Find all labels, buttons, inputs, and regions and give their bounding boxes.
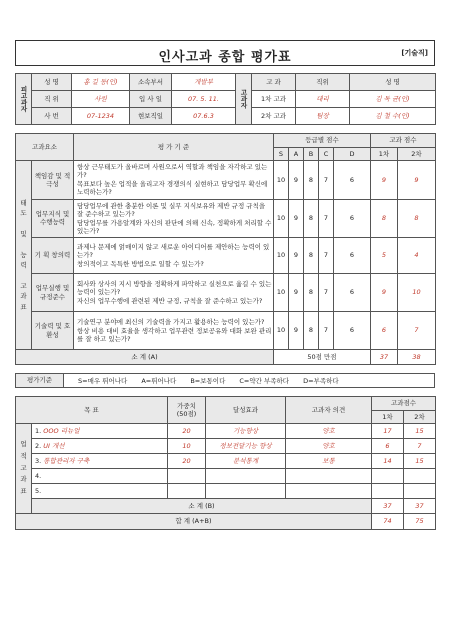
rank-value: 사원 xyxy=(72,91,130,108)
criteria-line: 목표보다 높은 업적을 올리고자 경쟁의식 실현하고 담당업무 확신에 노력하는가? xyxy=(77,180,268,197)
result-header: 고과 점수 xyxy=(371,134,436,148)
subtotal-b-label: 소 계 (B) xyxy=(32,499,372,514)
grade-c: C xyxy=(319,148,334,161)
subtotal-a-max: 50점 만점 xyxy=(274,350,371,365)
group-char: 능 xyxy=(20,250,27,259)
score-b: 8 xyxy=(304,238,319,274)
subtotal-b-second: 37 xyxy=(404,499,436,514)
subtotal-a-second: 38 xyxy=(398,350,436,365)
goal-text: 통합관리자 구축 xyxy=(43,456,90,465)
score-c: 7 xyxy=(319,199,334,238)
evaluator-position-1: 대리 xyxy=(296,91,350,108)
goal-cell xyxy=(32,439,168,454)
criteria-cell xyxy=(74,238,274,274)
score-b: 8 xyxy=(304,161,319,200)
group-char: 및 xyxy=(20,230,27,239)
evaluator-name-2: 김 철 수(인) xyxy=(350,108,436,125)
legend-item: B=보통이다 xyxy=(190,377,226,385)
evaluator-position-2: 팀장 xyxy=(296,108,350,125)
legend-label: 평가기준 xyxy=(16,374,64,387)
effect-cell: 기능향상 xyxy=(206,424,286,439)
group-char: 고 xyxy=(20,463,27,472)
first-score: 9 xyxy=(371,161,398,200)
score-header: 고과점수 xyxy=(372,397,436,411)
grade-a: A xyxy=(289,148,304,161)
score-b: 8 xyxy=(304,199,319,238)
weight-cell: 20 xyxy=(168,424,206,439)
total-second: 75 xyxy=(404,514,436,530)
group-char: 태 xyxy=(20,198,27,207)
opinion-cell xyxy=(286,484,372,499)
current-label: 현보직일 xyxy=(130,108,172,125)
criteria-line: 항상 비용 대비 효율을 생각하고 업무관련 정보공유와 대화 보완 관리를 잘 하고 있는가? xyxy=(77,326,272,344)
perf-second xyxy=(404,469,436,484)
total-first: 74 xyxy=(372,514,404,530)
current-value: 07.6.3 xyxy=(172,108,236,125)
goal-cell xyxy=(32,454,168,469)
weight-header: 가중치 (50점) xyxy=(168,397,206,424)
weight-cell: 20 xyxy=(168,454,206,469)
score-b: 8 xyxy=(304,312,319,350)
group-char: 력 xyxy=(20,261,27,270)
performance-group-label xyxy=(16,424,32,514)
perf-first xyxy=(372,484,404,499)
weight-cell xyxy=(168,469,206,484)
opinion-cell: 양호 xyxy=(286,424,372,439)
score-s: 10 xyxy=(274,161,289,200)
dept-label: 소속부서 xyxy=(130,74,172,91)
criteria-line: 자신의 업무수행에 관련된 제반 규정, 규칙을 잘 준수하고 있는가? xyxy=(77,297,263,306)
first-score: 8 xyxy=(371,199,398,238)
legend-item: S=매우 뛰어나다 xyxy=(78,377,128,385)
perf-round-2-header: 2차 xyxy=(404,411,436,424)
subtotal-a-label: 소 계 (A) xyxy=(16,350,274,365)
grade-d: D xyxy=(334,148,371,161)
opinion-cell: 보통 xyxy=(286,454,372,469)
grade-legend xyxy=(15,373,435,388)
score-c: 7 xyxy=(319,274,334,312)
id-label: 사 번 xyxy=(32,108,72,125)
group-char: 과 xyxy=(20,475,27,484)
criteria-line: 담당업무에 관한 충분한 이론 및 실무 지식보유와 제반 규정 규칙을 잘 준수하고 있는가? xyxy=(77,201,266,218)
criteria-cell xyxy=(74,161,274,200)
opinion-cell xyxy=(286,469,372,484)
second-score: 4 xyxy=(398,238,436,274)
goal-cell xyxy=(32,469,168,484)
element-label: 기 획 창의력 xyxy=(32,238,74,274)
group-char: 과 xyxy=(20,292,27,301)
attitude-group-label xyxy=(16,161,32,350)
weight-cell xyxy=(168,484,206,499)
evaluator-round-2: 2차 고과 xyxy=(252,108,296,125)
criteria-line: 창의적이고 독특한 방법으로 일할 수 있는가? xyxy=(77,260,204,269)
perf-second xyxy=(404,484,436,499)
element-header: 고과요소 xyxy=(16,134,74,161)
group-char: 적 xyxy=(20,451,27,460)
performance-table xyxy=(15,396,436,530)
score-d: 6 xyxy=(334,274,371,312)
perf-round-1-header: 1차 xyxy=(372,411,404,424)
goal-no: 3. xyxy=(35,456,42,465)
element-label: 업무지식 및 수행능력 xyxy=(32,199,74,238)
round-1-header: 1차 xyxy=(371,148,398,161)
join-label: 입 사 일 xyxy=(130,91,172,108)
criteria-cell xyxy=(74,274,274,312)
criteria-line: 과제나 문제에 얽매이지 않고 새로운 아이디어를 제안하는 능력이 있는가? xyxy=(77,242,270,259)
evaluator-round-1: 1차 고과 xyxy=(252,91,296,108)
legend-item: A=뛰어나다 xyxy=(141,377,177,385)
grade-score-header: 등급별 점수 xyxy=(274,134,371,148)
info-table xyxy=(15,73,436,125)
perf-second: 15 xyxy=(404,454,436,469)
name-label: 성 명 xyxy=(32,74,72,91)
second-score: 10 xyxy=(398,274,436,312)
goal-cell xyxy=(32,424,168,439)
score-a: 9 xyxy=(289,238,304,274)
criteria-cell xyxy=(74,199,274,238)
target-side-label: 피고과자 xyxy=(16,74,32,125)
score-a: 9 xyxy=(289,312,304,350)
legend-items xyxy=(64,376,339,385)
criteria-line: 회사와 상사의 지시 방향을 정확하게 파악하고 실천으로 옮길 수 있는 능력이 있는가? xyxy=(77,279,272,296)
opinion-header: 고과자 의견 xyxy=(286,397,372,424)
score-b: 8 xyxy=(304,274,319,312)
score-s: 10 xyxy=(274,199,289,238)
group-char: 도 xyxy=(20,209,27,218)
score-d: 6 xyxy=(334,312,371,350)
dept-value: 개발부 xyxy=(172,74,236,91)
perf-first: 17 xyxy=(372,424,404,439)
criteria-cell xyxy=(74,312,274,350)
grade-s: S xyxy=(274,148,289,161)
evaluation-form xyxy=(15,40,435,530)
second-score: 9 xyxy=(398,161,436,200)
criteria-line: 기술연구 분야에 최신의 기술력을 가지고 활용하는 능력이 있는가? xyxy=(77,317,265,326)
effect-cell xyxy=(206,484,286,499)
round-2-header: 2차 xyxy=(398,148,436,161)
criteria-line: 담당업무를 가용알계와 자신의 판단에 의해 신속, 정확하게 처리할 수 있는가? xyxy=(77,218,272,235)
score-c: 7 xyxy=(319,238,334,274)
score-d: 6 xyxy=(334,161,371,200)
evaluator-side-label: 고과자 xyxy=(236,74,252,125)
first-score: 5 xyxy=(371,238,398,274)
score-s: 10 xyxy=(274,312,289,350)
goal-no: 2. xyxy=(35,441,42,450)
perf-second: 7 xyxy=(404,439,436,454)
name-value: 홍 길 동(인) xyxy=(72,74,130,91)
job-type-tag: [기술직] xyxy=(401,49,428,57)
opinion-cell: 양호 xyxy=(286,439,372,454)
goal-text: UI 개선 xyxy=(43,441,65,450)
element-label: 업무실행 및 규정준수 xyxy=(32,274,74,312)
group-char: 업 xyxy=(20,440,27,449)
perf-first: 6 xyxy=(372,439,404,454)
position-col-label: 직위 xyxy=(296,74,350,91)
criteria-line: 항상 근무태도가 올바르며 사원으로서 역할과 책임을 자각하고 있는가? xyxy=(77,163,268,180)
score-a: 9 xyxy=(289,199,304,238)
page-title: 인사고과 종합 평가표 xyxy=(158,50,292,65)
evaluator-name-1: 김 독 균(인) xyxy=(350,91,436,108)
first-score: 6 xyxy=(371,312,398,350)
goal-no: 5. xyxy=(35,486,42,495)
perf-first xyxy=(372,469,404,484)
first-score: 9 xyxy=(371,274,398,312)
score-d: 6 xyxy=(334,238,371,274)
grade-col-label: 고 과 xyxy=(252,74,296,91)
score-c: 7 xyxy=(319,161,334,200)
rank-label: 직 위 xyxy=(32,91,72,108)
score-a: 9 xyxy=(289,274,304,312)
weight-cell: 10 xyxy=(168,439,206,454)
goal-text: OOO 리뉴얼 xyxy=(43,426,80,435)
evaluation-table xyxy=(15,133,436,365)
score-s: 10 xyxy=(274,238,289,274)
group-char: 고 xyxy=(20,281,27,290)
grade-b: B xyxy=(304,148,319,161)
legend-item: C=약간 부족하다 xyxy=(239,377,290,385)
legend-item: D=부족하다 xyxy=(303,377,339,385)
element-label: 기술력 및 호환성 xyxy=(32,312,74,350)
goal-no: 1. xyxy=(35,426,42,435)
effect-cell: 정보전달기능 향상 xyxy=(206,439,286,454)
effect-cell: 분석통계 xyxy=(206,454,286,469)
goal-header: 목 표 xyxy=(16,397,168,424)
perf-second: 15 xyxy=(404,424,436,439)
subtotal-b-first: 37 xyxy=(372,499,404,514)
goal-no: 4. xyxy=(35,471,42,480)
total-label: 합 계 (A+B) xyxy=(16,514,372,530)
score-s: 10 xyxy=(274,274,289,312)
element-label: 책임감 및 적극성 xyxy=(32,161,74,200)
evaluator-name-col-label: 성 명 xyxy=(350,74,436,91)
second-score: 7 xyxy=(398,312,436,350)
title-bar xyxy=(15,40,435,66)
criteria-header: 평 가 기 준 xyxy=(74,134,274,161)
goal-cell xyxy=(32,484,168,499)
score-c: 7 xyxy=(319,312,334,350)
score-a: 9 xyxy=(289,161,304,200)
group-char: 표 xyxy=(20,302,27,311)
score-d: 6 xyxy=(334,199,371,238)
join-value: 07. 5. 11. xyxy=(172,91,236,108)
subtotal-a-first: 37 xyxy=(371,350,398,365)
effect-cell xyxy=(206,469,286,484)
id-value: 07-1234 xyxy=(72,108,130,125)
group-char: 표 xyxy=(20,487,27,496)
perf-first: 14 xyxy=(372,454,404,469)
achievement-header: 달성효과 xyxy=(206,397,286,424)
second-score: 8 xyxy=(398,199,436,238)
